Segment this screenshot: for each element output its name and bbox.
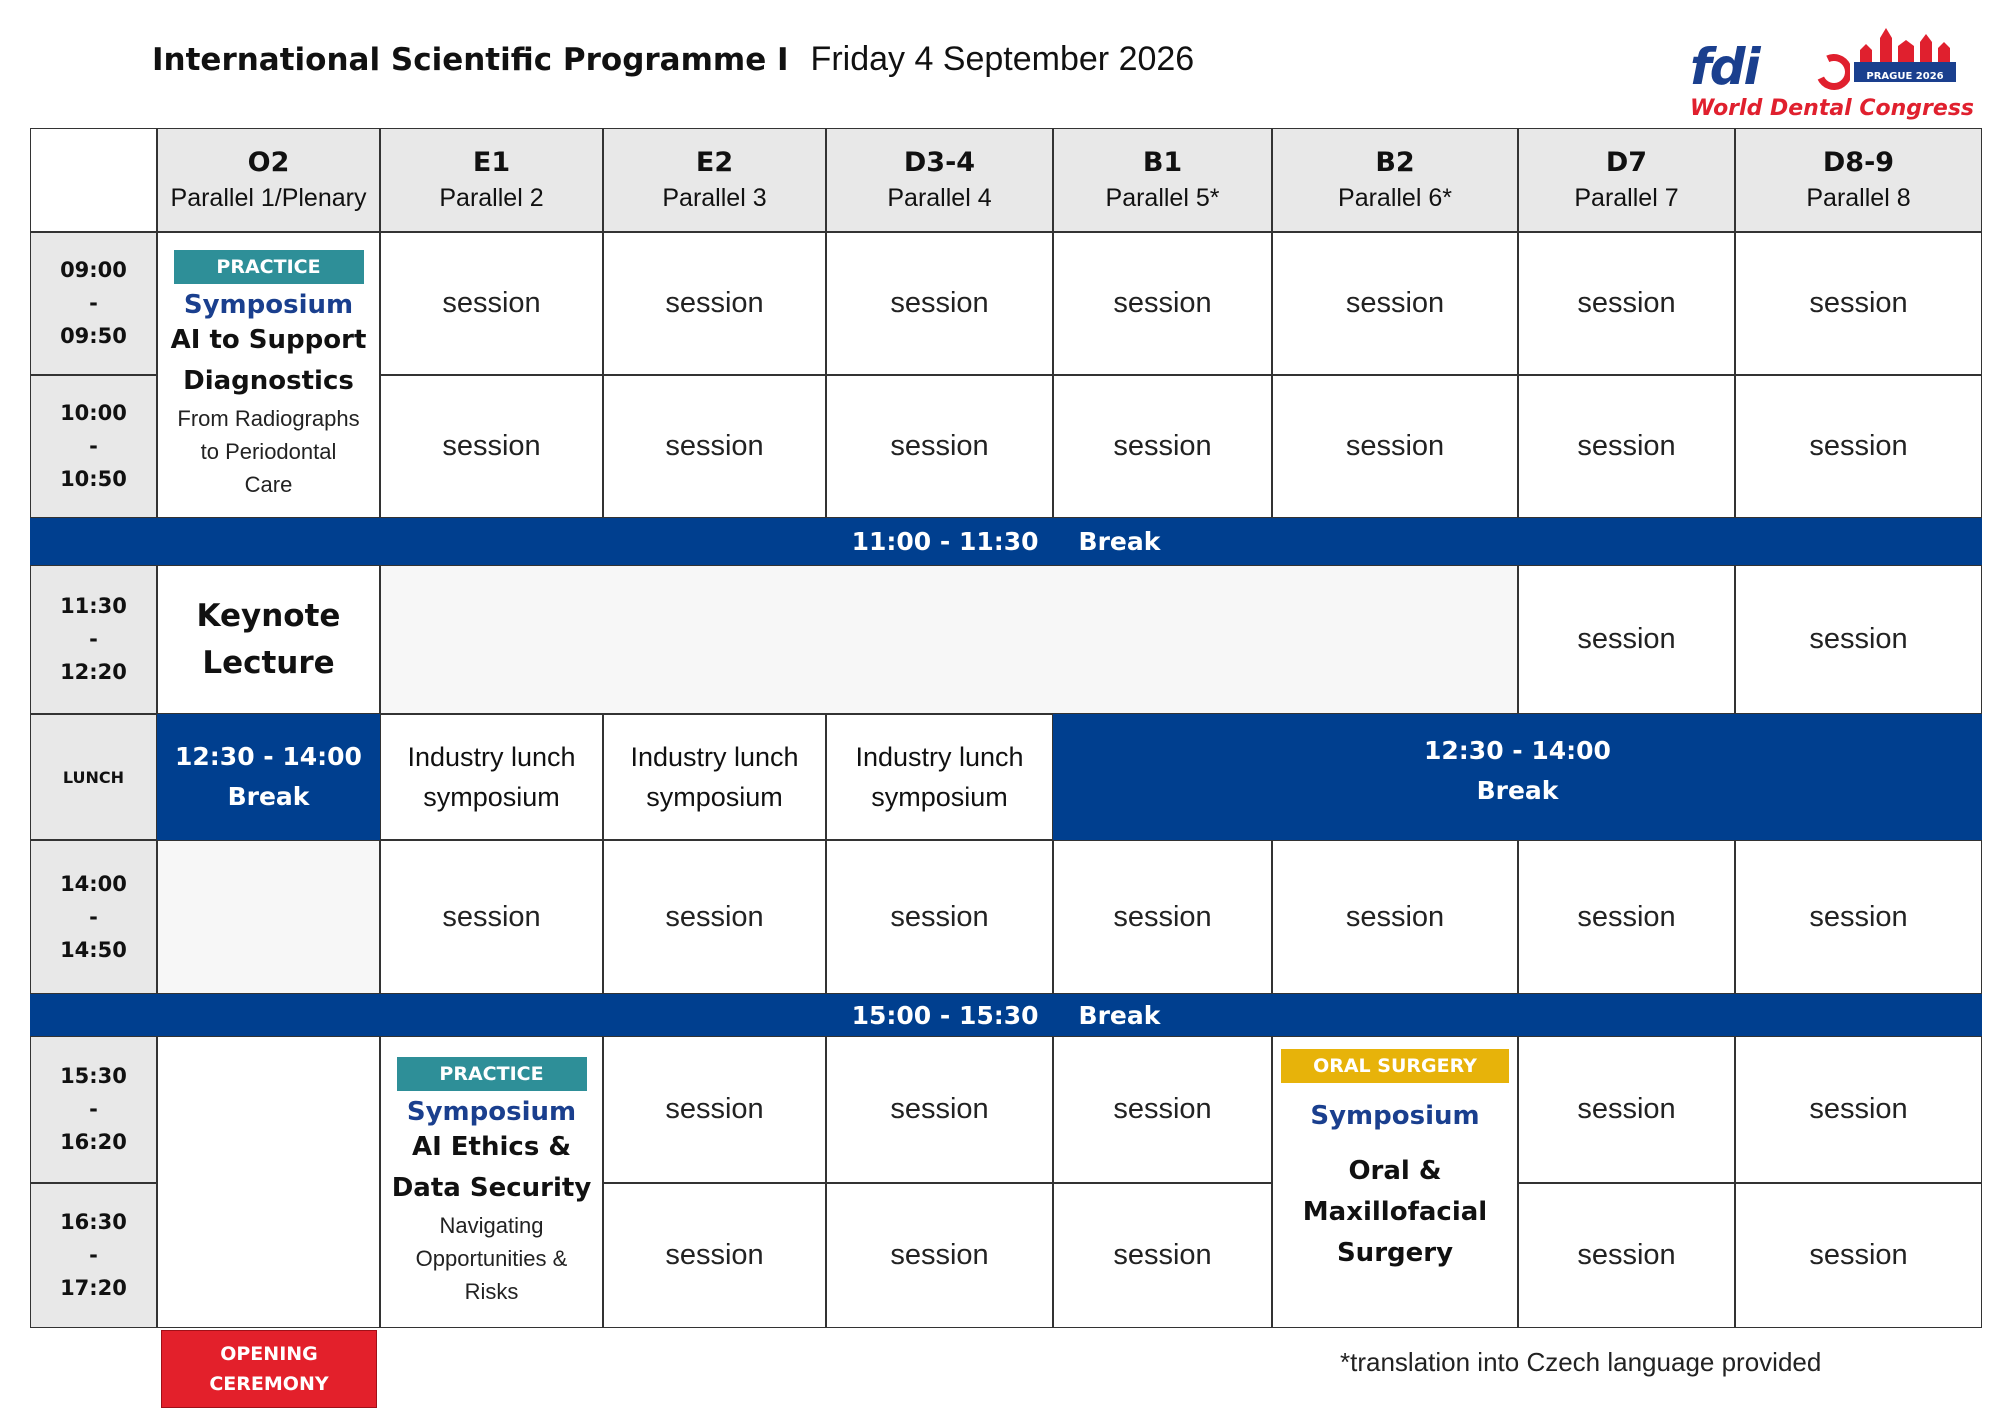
column-header-b2 [1272,128,1518,232]
parallel-name: Parallel 4 [887,184,992,212]
column-header-d8-9 [1735,128,1982,232]
time-text: - [89,1243,98,1267]
session-1400-col5[interactable] [1053,840,1272,994]
keynote-lecture[interactable] [157,565,380,714]
break-bar-afternoon [30,994,1982,1036]
symposium-oral-surgery[interactable] [1272,1036,1518,1328]
session-1130-col7[interactable] [1518,565,1735,714]
time-text: - [89,1097,98,1121]
session-label: session [665,1093,764,1125]
session-1400-col7[interactable] [1518,840,1735,994]
time-text: 10:00 [60,401,127,425]
session-label: session [665,1239,764,1271]
time-slot-lunch [30,714,157,840]
time-text: 14:50 [60,937,127,962]
column-header-d3-4 [826,128,1053,232]
lunch-symposium-line: symposium [871,782,1008,812]
page-title [152,40,1194,79]
session-1630-col4[interactable] [826,1183,1053,1328]
time-slot-t0900 [30,232,157,375]
session-1400-col4[interactable] [826,840,1053,994]
time-slot-t1400 [30,840,157,994]
room-name: B1 [1142,147,1183,178]
session-1630-col8[interactable] [1735,1183,1982,1328]
room-name: D8-9 [1822,147,1895,178]
opening-ceremony [161,1330,377,1408]
session-label: session [1345,430,1445,462]
session-label: session [1809,900,1908,933]
time-text: 12:20 [60,660,127,684]
session-1400-col8[interactable] [1735,840,1982,994]
session-1000-col8[interactable] [1735,375,1982,518]
lunch-label: LUNCH [62,767,125,787]
session-label: session [890,1093,989,1125]
time-text: 16:30 [60,1210,127,1234]
lunch-symposium-line: Industry lunch [630,742,799,772]
session-label: session [1113,430,1212,462]
practice-tag: PRACTICE [397,1057,587,1091]
session-0900-col8[interactable] [1735,232,1982,375]
session-0900-col2[interactable] [380,232,603,375]
symposium-subtitle-line: to Periodontal [200,438,337,464]
session-label: session [1577,900,1676,933]
practice-tag: PRACTICE [174,250,364,284]
session-label: session [1345,287,1445,319]
session-label: session [1809,287,1908,319]
symposium-title-line: Data Security [391,1172,592,1203]
parallel-name: Parallel 2 [439,184,544,212]
session-label: session [1577,623,1676,655]
session-label: session [1113,287,1212,319]
session-label: session [442,430,541,462]
session-1630-col7[interactable] [1518,1183,1735,1328]
session-0900-col5[interactable] [1053,232,1272,375]
programme-date: Friday 4 September 2026 [810,40,1195,78]
session-1000-col3[interactable] [603,375,826,518]
parallel-name: Parallel 8 [1806,184,1911,212]
session-label: session [1345,900,1445,933]
session-1530-col3[interactable] [603,1036,826,1183]
empty-slot-1400-o2 [157,840,380,994]
session-1630-col5[interactable] [1053,1183,1272,1328]
session-label: session [1113,1093,1212,1125]
symposium-title-line: AI Ethics & [411,1131,572,1162]
time-text: 11:30 [60,594,127,618]
time-text: - [89,291,98,315]
session-1400-col3[interactable] [603,840,826,994]
industry-lunch-symposium[interactable] [826,714,1053,840]
break-label: Break [1078,1000,1161,1030]
symposium-subtitle-line: Care [244,471,293,497]
symposium-label: Symposium [1310,1101,1480,1131]
symposium-subtitle-line: Navigating [439,1212,544,1238]
opening-ceremony-line1: OPENING [220,1343,318,1365]
time-text: 09:00 [60,258,127,282]
column-header-e1 [380,128,603,232]
parallel-name: Parallel 5* [1105,184,1220,212]
break-bar-morning [30,518,1982,565]
prague-castle-icon [1850,24,1960,88]
keynote-line: Lecture [202,644,335,681]
parallel-name: Parallel 7 [1574,184,1679,212]
session-label: session [1113,900,1212,933]
column-header-d7 [1518,128,1735,232]
break-time: 12:30 - 14:00 [1424,736,1611,765]
time-slot-t1130 [30,565,157,714]
opening-ceremony-line2: CEREMONY [209,1373,329,1395]
break-label: Break [227,782,310,811]
time-slot-t1630 [30,1183,157,1328]
session-label: session [1809,623,1908,655]
fdi-logo [1690,24,1975,124]
session-0900-col4[interactable] [826,232,1053,375]
break-label: Break [1078,527,1161,556]
session-1000-col4[interactable] [826,375,1053,518]
symposium-ai-diagnostics[interactable] [157,232,380,518]
break-label: Break [1476,776,1559,805]
programme-title: International Scientific Programme I [152,42,789,78]
symposium-label: Symposium [406,1096,577,1127]
translation-footnote: *translation into Czech language provided [1340,1347,1822,1377]
keynote-line: Keynote [196,597,341,634]
room-name: B2 [1375,147,1415,178]
column-header-e2 [603,128,826,232]
session-label: session [1577,287,1676,319]
session-label: session [665,900,764,933]
symposium-title-line: Oral & [1348,1156,1442,1186]
room-name: E2 [695,147,734,178]
time-text: - [89,904,98,929]
time-text: 14:00 [60,871,127,896]
session-1530-col7[interactable] [1518,1036,1735,1183]
session-label: session [1577,1239,1676,1271]
lunch-symposium-line: symposium [646,782,783,812]
session-1130-col8[interactable] [1735,565,1982,714]
time-text: 09:50 [60,324,127,348]
symposium-subtitle-line: Risks [464,1278,519,1304]
lunch-symposium-line: Industry lunch [855,742,1024,772]
time-text: 17:20 [60,1276,127,1300]
corner-cell [30,128,157,232]
symposium-title-line: AI to Support [170,324,367,355]
room-name: O2 [247,147,290,178]
session-1000-col7[interactable] [1518,375,1735,518]
break-time: 11:00 - 11:30 [851,527,1039,556]
logo-brand: fdi [1690,38,1759,96]
session-label: session [890,1239,989,1271]
room-name: D3-4 [903,147,976,178]
symposium-title-line: Diagnostics [183,365,354,396]
session-1530-col5[interactable] [1053,1036,1272,1183]
session-0900-col7[interactable] [1518,232,1735,375]
symposium-title-line: Maxillofacial [1302,1197,1488,1227]
room-name: E1 [472,147,511,178]
session-label: session [442,900,541,933]
room-name: D7 [1605,147,1648,178]
time-slot-t1000 [30,375,157,518]
symposium-title-line: Surgery [1336,1238,1454,1268]
session-label: session [890,900,989,933]
lunch-break-o2 [157,714,380,840]
session-1000-col5[interactable] [1053,375,1272,518]
break-time: 12:30 - 14:00 [175,742,362,771]
parallel-name: Parallel 6* [1338,184,1452,212]
session-1400-col2[interactable] [380,840,603,994]
time-text: - [89,434,98,458]
parallel-name: Parallel 1/Plenary [170,184,367,212]
session-label: session [1809,1239,1908,1271]
lunch-symposium-line: Industry lunch [407,742,576,772]
parallel-name: Parallel 3 [662,184,767,212]
session-label: session [665,430,764,462]
empty-slot-1530-o2 [157,1036,380,1328]
session-label: session [890,430,989,462]
break-time: 15:00 - 15:30 [851,1000,1039,1030]
time-slot-t1530 [30,1036,157,1183]
time-text: 10:50 [60,467,127,491]
session-1400-col6[interactable] [1272,840,1518,994]
session-1000-col2[interactable] [380,375,603,518]
symposium-label: Symposium [183,289,354,320]
session-1530-col4[interactable] [826,1036,1053,1183]
lunch-symposium-line: symposium [423,782,560,812]
session-0900-col6[interactable] [1272,232,1518,375]
logo-city-badge: PRAGUE 2026 [1866,71,1944,82]
session-label: session [890,287,989,319]
session-label: session [1577,1093,1676,1125]
symposium-subtitle-line: Opportunities & [415,1245,568,1271]
symposium-subtitle-line: From Radiographs [177,405,360,431]
session-1530-col8[interactable] [1735,1036,1982,1183]
session-label: session [1809,430,1908,462]
session-1000-col6[interactable] [1272,375,1518,518]
session-1630-col3[interactable] [603,1183,826,1328]
industry-lunch-symposium[interactable] [603,714,826,840]
industry-lunch-symposium[interactable] [380,714,603,840]
session-label: session [1577,430,1676,462]
oral-surgery-tag: ORAL SURGERY [1281,1049,1509,1083]
time-text: 15:30 [60,1064,127,1088]
session-label: session [1113,1239,1212,1271]
session-label: session [442,287,541,319]
column-header-o2 [157,128,380,232]
symposium-ai-ethics[interactable] [380,1036,603,1328]
column-header-b1 [1053,128,1272,232]
session-0900-col3[interactable] [603,232,826,375]
session-label: session [665,287,764,319]
lunch-break-right [1053,714,1982,840]
time-text: - [89,627,98,651]
time-text: 16:20 [60,1130,127,1154]
empty-slot-1130 [380,565,1518,714]
logo-congress: World Dental Congress [1690,96,1975,121]
session-label: session [1809,1093,1908,1125]
